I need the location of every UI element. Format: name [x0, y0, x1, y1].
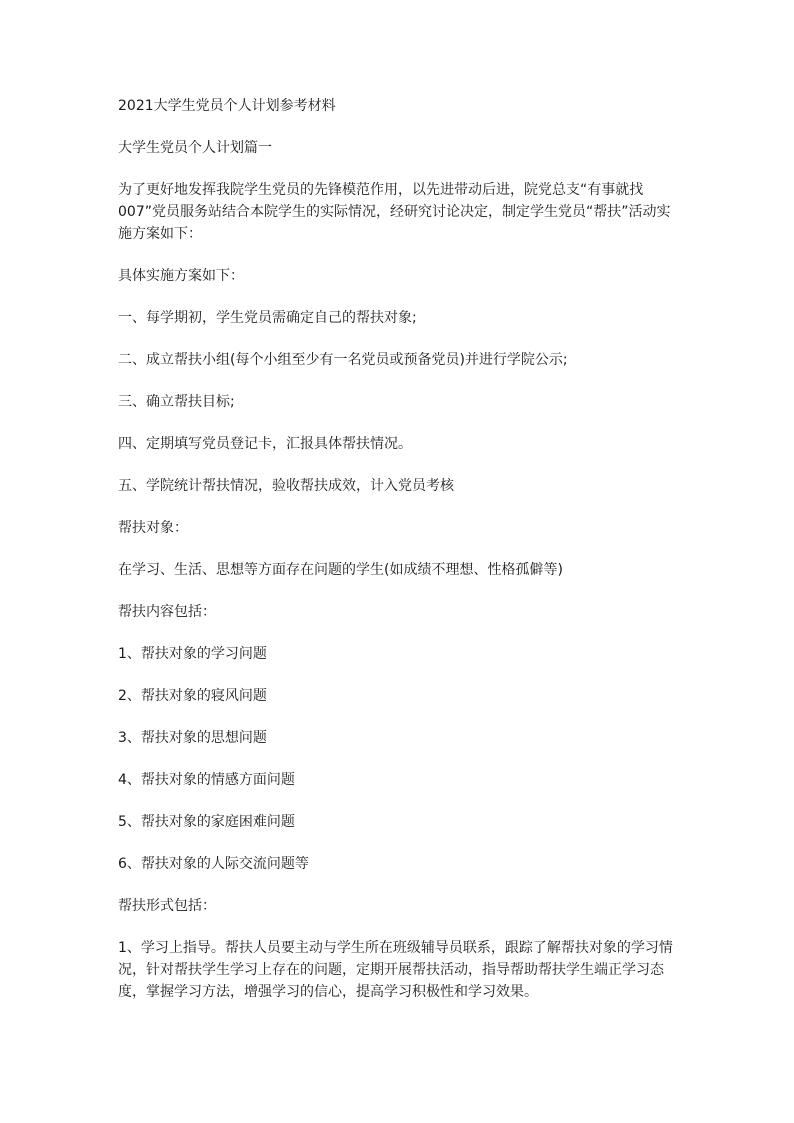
document-body [118, 95, 678, 1023]
plan-item-2: 二、成立帮扶小组(每个小组至少有一名党员或预备党员)并进行学院公示; [118, 352, 568, 368]
form-heading: 帮扶形式包括： [118, 898, 216, 914]
content-heading: 帮扶内容包括： [118, 604, 216, 620]
content-item-5: 5、帮扶对象的家庭困难问题 [118, 814, 295, 830]
document-title: 2021大学生党员个人计划参考材料 [118, 98, 336, 114]
document-subtitle: 大学生党员个人计划篇一 [118, 140, 272, 156]
plan-item-3: 三、确立帮扶目标; [118, 394, 235, 410]
content-item-3: 3、帮扶对象的思想问题 [118, 730, 267, 746]
content-item-1: 1、帮扶对象的学习问题 [118, 646, 267, 662]
target-heading: 帮扶对象： [118, 520, 188, 536]
content-item-6: 6、帮扶对象的人际交流问题等 [118, 856, 309, 872]
plan-item-1: 一、每学期初，学生党员需确定自己的帮扶对象; [118, 310, 417, 326]
plan-item-4: 四、定期填写党员登记卡，汇报具体帮扶情况。 [118, 436, 412, 452]
plan-item-5: 五、学院统计帮扶情况，验收帮扶成效，计入党员考核 [118, 478, 454, 494]
intro-paragraph: 为了更好地发挥我院学生党员的先锋模范作用，以先进带动后进，院党总支“有事就找007”党员服务站结合本院学生的实际情况，经研究讨论决定，制定学生党员“帮扶”活动实施方案如下： [118, 182, 671, 242]
content-item-4: 4、帮扶对象的情感方面问题 [118, 772, 295, 788]
form-item-1: 1、学习上指导。帮扶人员要主动与学生所在班级辅导员联系，跟踪了解帮扶对象的学习情况，针对帮扶学生学习上存在的问题，定期开展帮扶活动，指导帮助帮扶学生端正学习态度，掌握学习方法，增强学习的信心，提高学习积极性和学习效果。 [118, 940, 673, 1000]
plan-heading: 具体实施方案如下： [118, 268, 244, 284]
target-text: 在学习、生活、思想等方面存在问题的学生(如成绩不理想、性格孤僻等) [118, 562, 563, 578]
content-item-2: 2、帮扶对象的寝风问题 [118, 688, 267, 704]
